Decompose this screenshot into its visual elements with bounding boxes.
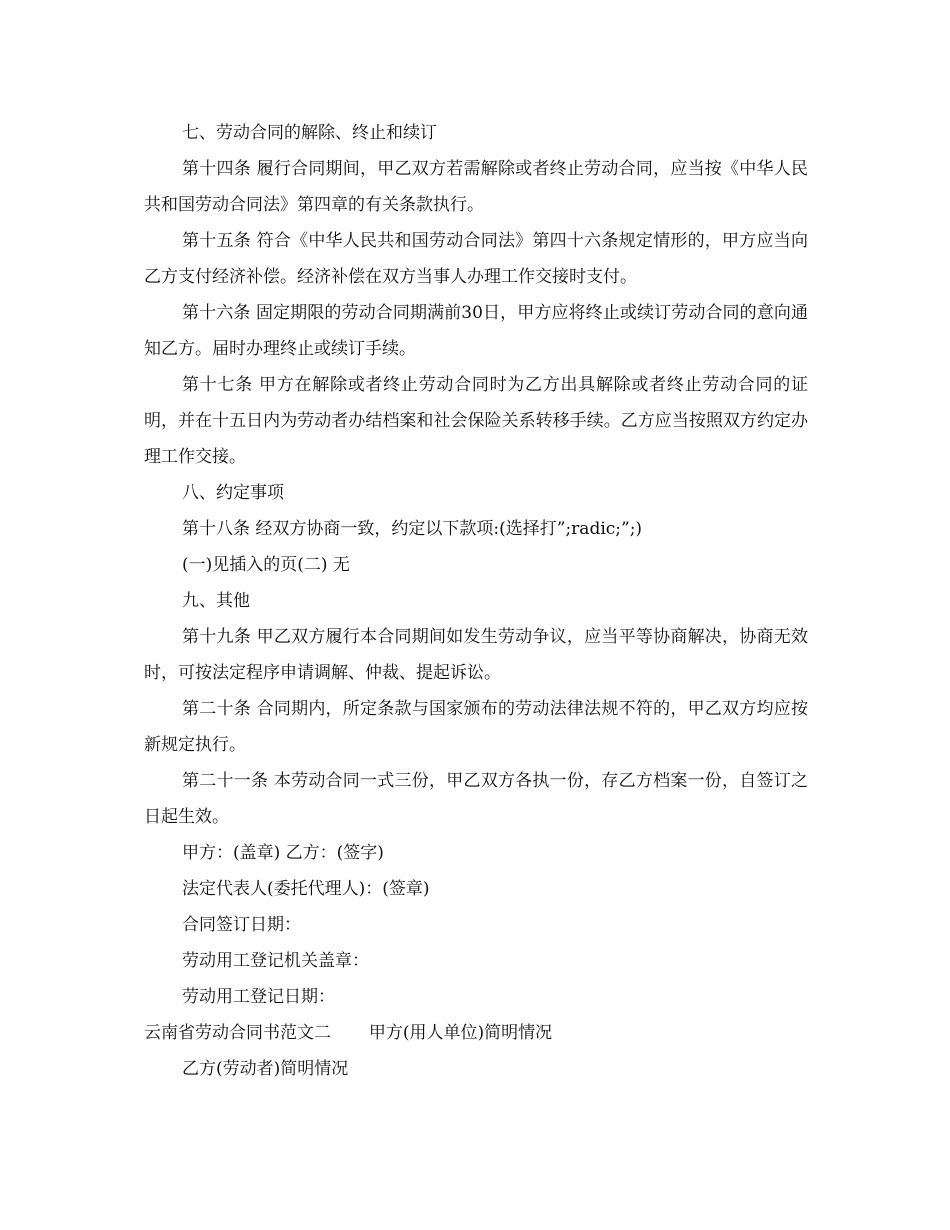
party-b-summary: 乙方(劳动者)简明情况: [182, 1059, 349, 1079]
article-19: 第十九条 甲乙双方履行本合同期间如发生劳动争议，应当平等协商解决，协商无效时，可按法定程序申请调解、仲裁、提起诉讼。: [144, 627, 808, 683]
agreed-items: (一)见插入的页(二) 无: [182, 555, 350, 575]
article-16: 第十六条 固定期限的劳动合同期满前30日，甲方应将终止或续订劳动合同的意向通知乙方。届时办理终止或续订手续。: [144, 303, 808, 359]
article-15: 第十五条 符合《中华人民共和国劳动合同法》第四十六条规定情形的，甲方应当向乙方支付经济补偿。经济补偿在双方当事人办理工作交接时支付。: [144, 231, 808, 287]
article-17: 第十七条 甲方在解除或者终止劳动合同时为乙方出具解除或者终止劳动合同的证明，并在十五日内为劳动者办结档案和社会保险关系转移手续。乙方应当按照双方约定办理工作交接。: [144, 375, 808, 467]
article-20: 第二十条 合同期内，所定条款与国家颁布的劳动法律法规不符的，甲乙双方均应按新规定执行。: [144, 699, 808, 755]
article-18: 第十八条 经双方协商一致，约定以下款项:(选择打”;radic;”;): [182, 519, 643, 539]
registration-date: 劳动用工登记日期：: [182, 987, 335, 1007]
second-sample-title: 云南省劳动合同书范文二 甲方(用人单位)简明情况: [144, 1023, 553, 1043]
section-heading-7: 七、劳动合同的解除、终止和续订: [182, 123, 437, 143]
registration-seal: 劳动用工登记机关盖章：: [182, 951, 369, 971]
section-heading-8: 八、约定事项: [182, 483, 284, 503]
document-body: [144, 115, 808, 1087]
article-14: 第十四条 履行合同期间，甲乙双方若需解除或者终止劳动合同，应当按《中华人民共和国劳动合同法》第四章的有关条款执行。: [144, 159, 808, 215]
signature-parties: 甲方：(盖章) 乙方：(签字): [182, 843, 384, 863]
signing-date: 合同签订日期：: [182, 915, 301, 935]
section-heading-9: 九、其他: [182, 591, 250, 611]
legal-representative: 法定代表人(委托代理人)：(签章): [182, 879, 430, 899]
article-21: 第二十一条 本劳动合同一式三份，甲乙双方各执一份，存乙方档案一份，自签订之日起生效。: [144, 771, 808, 827]
